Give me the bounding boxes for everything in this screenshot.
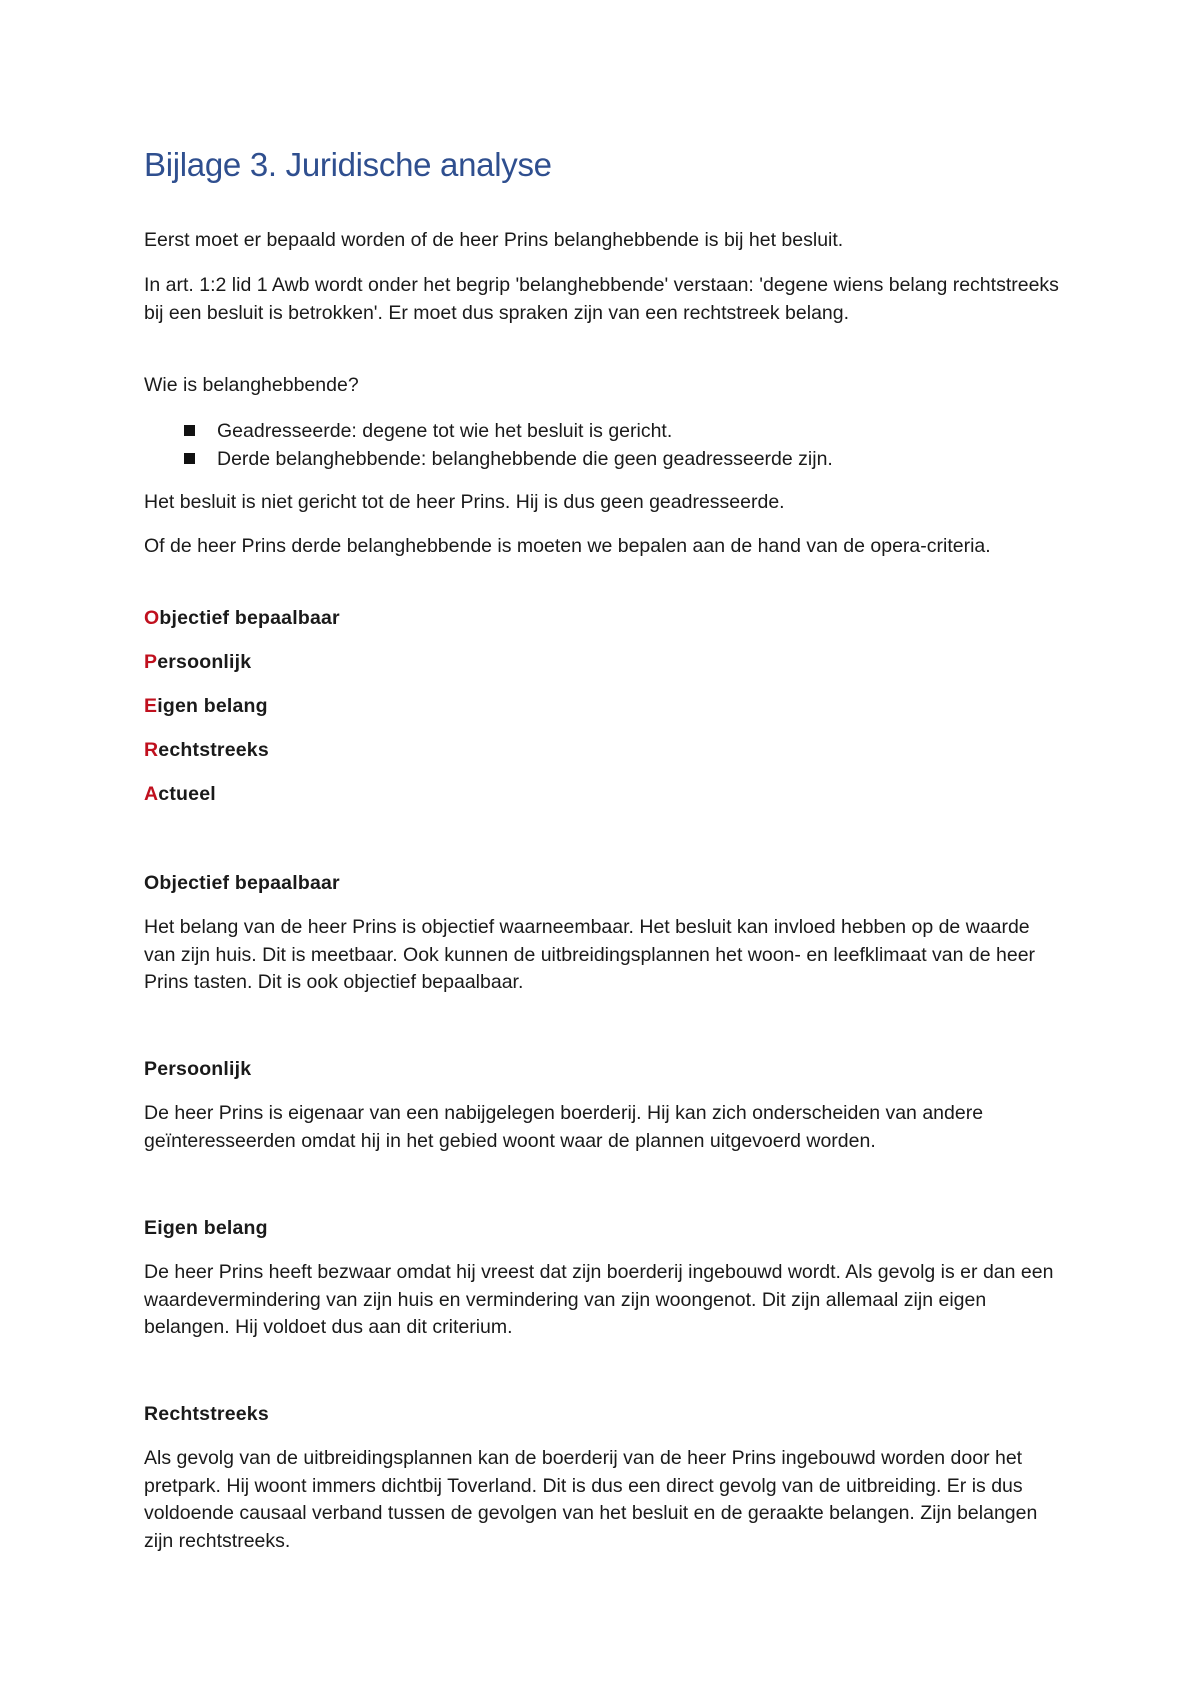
- page-title: Bijlage 3. Juridische analyse: [144, 146, 552, 183]
- list-item: [144, 445, 833, 473]
- intro-paragraph-2: In art. 1:2 lid 1 Awb wordt onder het begrip 'belanghebbende' verstaan: 'degene wiens belang rechtstreeks bij een besluit is betrokken'. Er moet dus spraken zijn van een rechtstreek belang.: [144, 274, 1059, 324]
- section-text-eigen-belang: De heer Prins heeft bezwaar omdat hij vreest dat zijn boerderij ingebouwd wordt. Als gevolg is er dan een waardevermindering van zijn huis en vermindering van zijn woongenot. Dit zijn allemaal zijn eigen belangen. Hij voldoet dus aan dit criterium.: [144, 1261, 1054, 1338]
- list-item-text: Geadresseerde: degene tot wie het besluit is gericht.: [217, 420, 673, 442]
- intro-paragraph-5: Of de heer Prins derde belanghebbende is moeten we bepalen aan de hand van de opera-criteria.: [144, 535, 991, 557]
- opera-item-objectief: [144, 604, 340, 632]
- opera-item-eigen-belang: [144, 692, 268, 720]
- opera-initial: O: [144, 607, 160, 629]
- opera-item-actueel: [144, 780, 216, 808]
- list-item-text: Derde belanghebbende: belanghebbende die geen geadresseerde zijn.: [217, 448, 833, 470]
- opera-item-persoonlijk: [144, 648, 251, 676]
- opera-rest: ctueel: [158, 783, 216, 805]
- opera-rest: bjectief bepaalbaar: [159, 607, 340, 629]
- intro-paragraph-1: Eerst moet er bepaald worden of de heer Prins belanghebbende is bij het besluit.: [144, 229, 844, 251]
- section-text-objectief: Het belang van de heer Prins is objectief waarneembaar. Het besluit kan invloed hebben op de waarde van zijn huis. Dit is meetbaar. Ook kunnen de uitbreidingsplannen het woon- en leefklimaat van de heer Prins tasten. Dit is ook objectief bepaalbaar.: [144, 916, 1036, 993]
- section-heading-objectief: Objectief bepaalbaar: [144, 872, 340, 894]
- square-bullet-icon: [184, 453, 195, 464]
- section-heading-eigen-belang: Eigen belang: [144, 1217, 268, 1239]
- opera-rest: ersoonlijk: [157, 651, 252, 673]
- section-heading-persoonlijk: Persoonlijk: [144, 1058, 252, 1080]
- intro-paragraph-3: Wie is belanghebbende?: [144, 374, 359, 396]
- opera-initial: A: [144, 783, 159, 805]
- opera-initial: P: [144, 651, 158, 673]
- square-bullet-icon: [184, 425, 195, 436]
- opera-rest: echtstreeks: [158, 739, 269, 761]
- opera-item-rechtstreeks: [144, 736, 269, 764]
- opera-initial: E: [144, 695, 158, 717]
- opera-initial: R: [144, 739, 159, 761]
- section-heading-rechtstreeks: Rechtstreeks: [144, 1403, 269, 1425]
- section-text-persoonlijk: De heer Prins is eigenaar van een nabijgelegen boerderij. Hij kan zich onderscheiden van andere geïnteresseerden omdat hij in het gebied woont waar de plannen uitgevoerd worden.: [144, 1102, 984, 1152]
- opera-rest: igen belang: [157, 695, 268, 717]
- intro-paragraph-4: Het besluit is niet gericht tot de heer Prins. Hij is dus geen geadresseerde.: [144, 491, 785, 513]
- bullet-list: [144, 417, 833, 473]
- section-text-rechtstreeks: Als gevolg van de uitbreidingsplannen kan de boerderij van de heer Prins ingebouwd worden door het pretpark. Hij woont immers dichtbij Toverland. Dit is dus een direct gevolg van de uitbreiding. Er is dus voldoende causaal verband tussen de gevolgen van het besluit en de geraakte belangen. Zijn belangen zijn rechtstreeks.: [144, 1447, 1038, 1552]
- list-item: [144, 417, 833, 445]
